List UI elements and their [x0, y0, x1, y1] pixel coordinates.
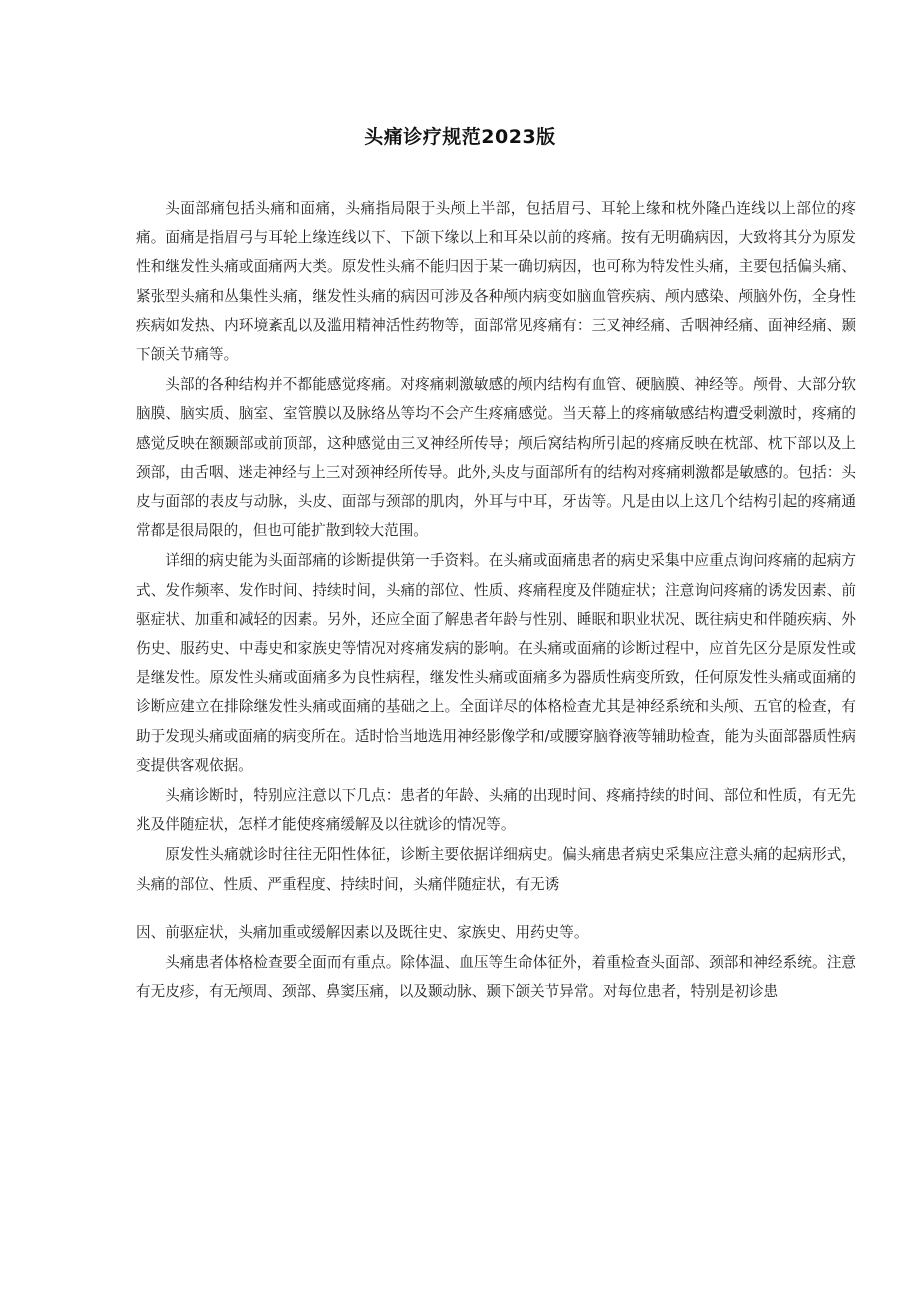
- document-title: 头痛诊疗规范2023版: [364, 126, 556, 148]
- paragraph-5-continued: 因、前驱症状，头痛加重或缓解因素以及既往史、家族史、用药史等。: [136, 923, 589, 941]
- paragraph-2: 头部的各种结构并不都能感觉疼痛。对疼痛刺激敏感的颅内结构有血管、硬脑膜、神经等。颅骨、大部分软脑膜、脑实质、脑室、室管膜以及脉络丛等均不会产生疼痛感觉。当天幕上的疼痛敏感结构遭受刺激时，疼痛的感觉反映在额颞部或前顶部，这种感觉由三叉神经所传导；颅后窝结构所引起的疼痛反映在枕部、枕下部以及上颈部，由舌咽、迷走神经与上三对颈神经所传导。此外,头皮与面部所有的结构对疼痛刺激都是敏感的。包括：头皮与面部的表皮与动脉，头皮、面部与颈部的肌肉，外耳与中耳，牙齿等。凡是由以上这几个结构引起的疼痛通常都是很局限的，但也可能扩散到较大范围。: [136, 376, 856, 540]
- paragraph-6: 头痛患者体格检查要全面而有重点。除体温、血压等生命体征外，着重检查头面部、颈部和神经系统。注意有无皮疹，有无颅周、颈部、鼻窦压痛，以及颞动脉、颞下颌关节异常。对每位患者，特别是初诊患: [136, 954, 856, 1001]
- paragraph-5: 原发性头痛就诊时往往无阳性体征，诊断主要依据详细病史。偏头痛患者病史采集应注意头痛的起病形式，头痛的部位、性质、严重程度、持续时间，头痛伴随症状，有无诱: [136, 846, 856, 893]
- paragraph-3: 详细的病史能为头面部痛的诊断提供第一手资料。在头痛或面痛患者的病史采集中应重点询问疼痛的起病方式、发作频率、发作时间、持续时间，头痛的部位、性质、疼痛程度及伴随症状；注意询问疼痛的诱发因素、前驱症状、加重和减轻的因素。另外，还应全面了解患者年龄与性别、睡眠和职业状况、既往病史和伴随疾病、外伤史、服药史、中毒史和家族史等情况对疼痛发病的影响。在头痛或面痛的诊断过程中，应首先区分是原发性或是继发性。原发性头痛或面痛多为良性病程，继发性头痛或面痛多为器质性病变所致，任何原发性头痛或面痛的诊断应建立在排除继发性头痛或面痛的基础之上。全面详尽的体格检查尤其是神经系统和头颅、五官的检查，有助于发现头痛或面痛的病变所在。适时恰当地选用神经影像学和/或腰穿脑脊液等辅助检查，能为头面部器质性病变提供客观依据。: [136, 552, 857, 774]
- paragraph-4: 头痛诊断时，特别应注意以下几点：患者的年龄、头痛的出现时间、疼痛持续的时间、部位和性质，有无先兆及伴随症状，怎样才能使疼痛缓解及以往就诊的情况等。: [136, 787, 856, 834]
- paragraph-1: 头面部痛包括头痛和面痛，头痛指局限于头颅上半部，包括眉弓、耳轮上缘和枕外隆凸连线以上部位的疼痛。面痛是指眉弓与耳轮上缘连线以下、下颌下缘以上和耳朵以前的疼痛。按有无明确病因，大致将其分为原发性和继发性头痛或面痛两大类。原发性头痛不能归因于某一确切病因，也可称为特发性头痛，主要包括偏头痛、紧张型头痛和丛集性头痛，继发性头痛的病因可涉及各种颅内病变如脑血管疾病、颅内感染、颅脑外伤，全身性疾病如发热、内环境紊乱以及滥用精神活性药物等，面部常见疼痛有：三叉神经痛、舌咽神经痛、面神经痛、颞下颌关节痛等。: [136, 200, 856, 364]
- document-body: [136, 194, 856, 1007]
- paragraph-gap: [136, 900, 856, 918]
